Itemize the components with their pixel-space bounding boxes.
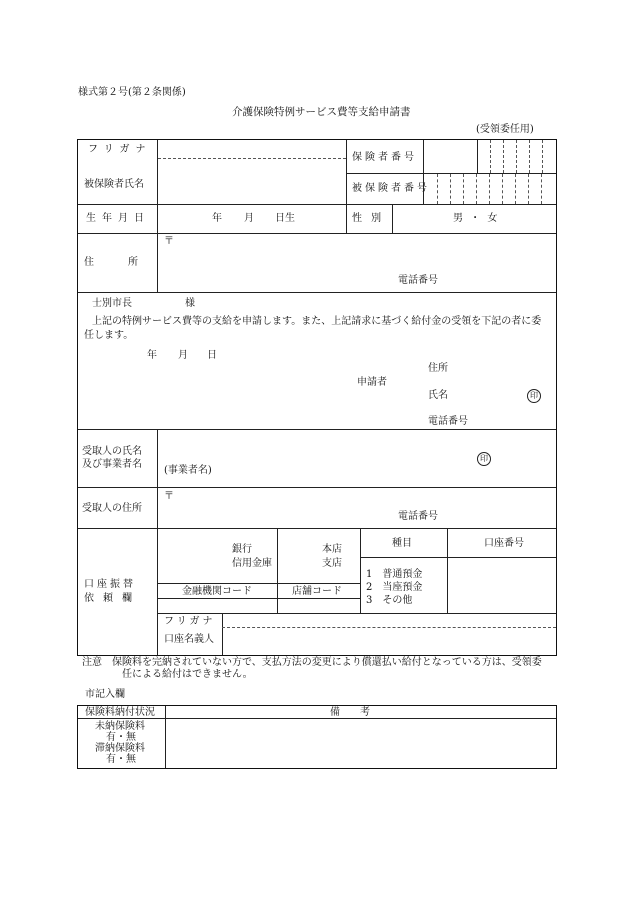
branch-code-field[interactable] bbox=[279, 599, 359, 612]
account-number-field[interactable] bbox=[448, 558, 555, 612]
account-type-option-1[interactable]: 1 普通預金 bbox=[366, 569, 423, 580]
address-phone-label: 電話番号 bbox=[398, 275, 438, 286]
payment-status-header: 保険料納付状況 bbox=[85, 707, 155, 718]
institution-code-field[interactable] bbox=[160, 599, 276, 612]
gender-label: 性 別 bbox=[352, 213, 385, 224]
postal-mark: 〒 bbox=[164, 236, 174, 247]
birth-date-label: 生年月日 bbox=[86, 213, 150, 224]
insured-number-field[interactable] bbox=[424, 175, 555, 203]
addressee: 士別市長 bbox=[92, 298, 132, 309]
institution-code-label: 金融機関コード bbox=[182, 586, 252, 597]
applicant-name-label: 氏名 bbox=[428, 390, 448, 401]
holder-furigana-label: フリガナ bbox=[164, 616, 216, 627]
unpaid-value[interactable]: 有・無 bbox=[106, 732, 136, 743]
notice-line1: 注意 保険料を完納されていない方で、支払方法の変更により償還払い給付となっている方は、受領委 bbox=[82, 657, 542, 668]
applicant-phone-label: 電話番号 bbox=[428, 416, 468, 427]
request-body-line2: 任します。 bbox=[84, 330, 134, 341]
insurer-number-field[interactable] bbox=[424, 141, 555, 172]
recipient-postal-mark: 〒 bbox=[164, 491, 174, 502]
applicant-seal-icon: 印 bbox=[527, 389, 541, 403]
bank-type-2: 信用金庫 bbox=[232, 558, 272, 569]
remarks-field[interactable] bbox=[168, 720, 554, 766]
branch-type-2: 支店 bbox=[322, 558, 342, 569]
account-type-header: 種目 bbox=[392, 538, 412, 549]
recipient-address-field[interactable] bbox=[176, 492, 550, 508]
birth-month: 月 bbox=[244, 213, 254, 224]
city-section-label: 市記入欄 bbox=[85, 689, 125, 700]
bank-section-label-2: 依頼欄 bbox=[84, 593, 141, 604]
account-type-option-2[interactable]: 2 当座預金 bbox=[366, 582, 423, 593]
furigana-label: フリガナ bbox=[88, 144, 152, 155]
address-field[interactable] bbox=[160, 248, 550, 272]
gender-options[interactable]: 男 ・ 女 bbox=[453, 213, 498, 224]
arrears-value[interactable]: 有・無 bbox=[106, 754, 136, 765]
request-date-year: 年 bbox=[147, 350, 157, 361]
delegation-note: (受領委任用) bbox=[476, 124, 534, 135]
account-holder-field[interactable] bbox=[224, 629, 554, 653]
recipient-seal-icon: 印 bbox=[477, 452, 491, 466]
birth-day: 日生 bbox=[275, 213, 295, 224]
honorific: 様 bbox=[185, 298, 195, 309]
address-label: 住 所 bbox=[84, 257, 139, 268]
request-date-month: 月 bbox=[178, 350, 188, 361]
branch-code-label: 店舗コード bbox=[292, 586, 342, 597]
bank-section-label-1: 口座振替 bbox=[84, 579, 136, 590]
account-number-header: 口座番号 bbox=[484, 538, 524, 549]
insured-number-label: 被保険者番号 bbox=[352, 183, 430, 194]
unpaid-label: 未納保険料 bbox=[95, 721, 145, 732]
request-date-day: 日 bbox=[207, 350, 217, 361]
business-name-label: (事業者名) bbox=[164, 465, 212, 476]
insurer-number-label: 保険者番号 bbox=[352, 152, 417, 163]
recipient-address-label: 受取人の住所 bbox=[82, 503, 142, 514]
recipient-name-label-2: 及び事業者名 bbox=[82, 459, 142, 470]
applicant-label: 申請者 bbox=[357, 377, 387, 388]
request-body-line1: 上記の特例サービス費等の支給を申請します。また、上記請求に基づく給付金の受領を下記の者に委 bbox=[92, 316, 542, 327]
bank-type-1: 銀行 bbox=[232, 544, 252, 555]
recipient-name-field[interactable] bbox=[160, 435, 460, 459]
recipient-name-label-1: 受取人の氏名 bbox=[82, 446, 142, 457]
form-number: 様式第２号(第２条関係) bbox=[78, 87, 186, 98]
insured-name-label: 被保険者氏名 bbox=[84, 179, 144, 190]
remarks-header: 備 考 bbox=[330, 707, 370, 718]
branch-type-1: 本店 bbox=[322, 544, 342, 555]
applicant-address-label: 住所 bbox=[428, 363, 448, 374]
birth-year: 年 bbox=[212, 213, 222, 224]
account-type-option-3[interactable]: 3 その他 bbox=[366, 595, 413, 606]
insured-name-field[interactable] bbox=[160, 168, 340, 195]
recipient-phone-label: 電話番号 bbox=[398, 511, 438, 522]
arrears-label: 滞納保険料 bbox=[95, 743, 145, 754]
notice-line2: 任による給付はできません。 bbox=[122, 669, 253, 680]
account-holder-label: 口座名義人 bbox=[164, 634, 214, 645]
form-title: 介護保険特例サービス費等支給申請書 bbox=[232, 106, 411, 118]
